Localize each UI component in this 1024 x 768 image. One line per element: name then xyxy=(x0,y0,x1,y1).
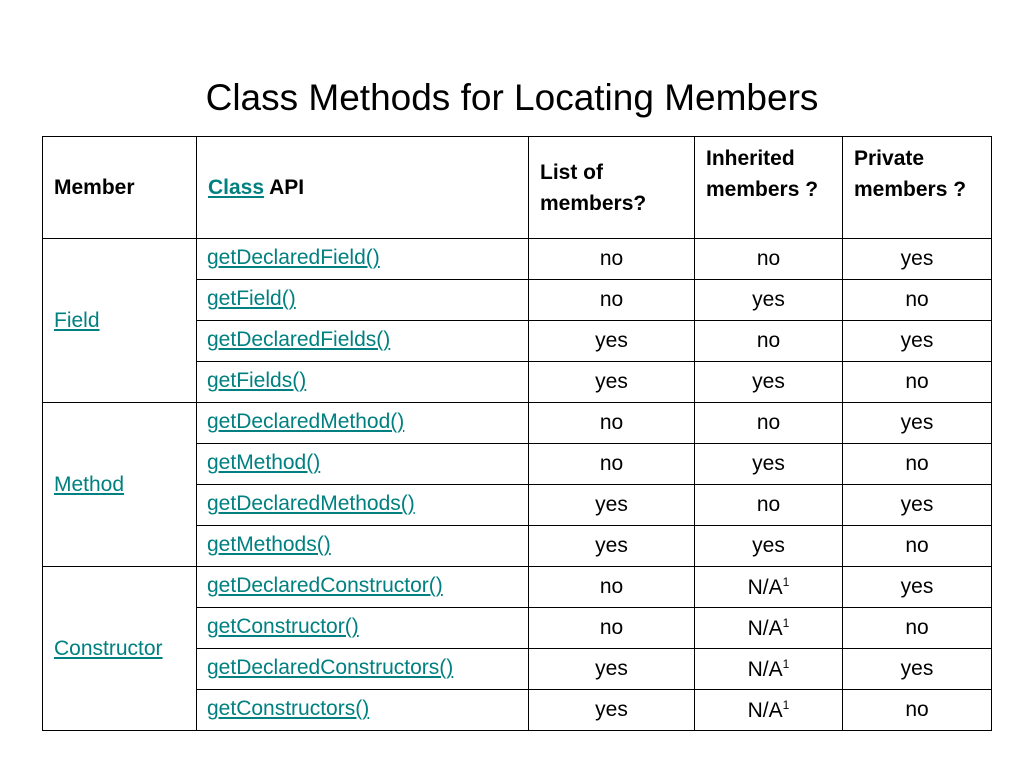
private-members-value: no xyxy=(843,280,992,321)
method-cell xyxy=(197,608,529,649)
method-link[interactable]: getDeclaredMethods() xyxy=(207,492,415,515)
method-link[interactable]: getDeclaredMethod() xyxy=(207,410,405,433)
list-of-members-value: yes xyxy=(529,321,695,362)
method-cell xyxy=(197,280,529,321)
inherited-members-value: no xyxy=(756,411,781,434)
header-row xyxy=(43,137,992,239)
list-of-members-value: no xyxy=(529,567,695,608)
footnote-marker: 1 xyxy=(782,574,790,589)
private-members-value: no xyxy=(843,444,992,485)
method-link[interactable]: getDeclaredConstructor() xyxy=(207,574,443,597)
method-cell xyxy=(197,239,529,280)
inherited-members-value: yes xyxy=(752,534,785,557)
method-link[interactable]: getConstructor() xyxy=(207,615,359,638)
inherited-members-value: N/A xyxy=(747,616,783,640)
footnote-marker: 1 xyxy=(782,615,790,630)
inherited-members-cell xyxy=(695,403,843,444)
inherited-members-cell xyxy=(695,526,843,567)
member-link[interactable]: Constructor xyxy=(54,636,163,660)
method-link[interactable]: getConstructors() xyxy=(207,697,370,720)
inherited-members-cell xyxy=(695,444,843,485)
list-of-members-value: yes xyxy=(529,485,695,526)
inherited-members-cell xyxy=(695,690,843,731)
header-class-api xyxy=(197,137,529,239)
list-of-members-value: no xyxy=(529,239,695,280)
header-private-members: Private members ? xyxy=(843,137,992,239)
method-link[interactable]: getDeclaredConstructors() xyxy=(207,656,454,679)
footnote-marker: 1 xyxy=(782,697,790,712)
table-row xyxy=(43,403,992,444)
private-members-value: no xyxy=(843,690,992,731)
header-inherited-members: Inherited members ? xyxy=(695,137,843,239)
method-link[interactable]: getMethod() xyxy=(207,451,321,474)
header-api-suffix: API xyxy=(264,176,305,199)
inherited-members-cell xyxy=(695,649,843,690)
inherited-members-value: N/A xyxy=(747,657,783,681)
inherited-members-value: yes xyxy=(752,452,785,475)
inherited-members-value: no xyxy=(756,329,781,352)
inherited-members-cell xyxy=(695,362,843,403)
private-members-value: no xyxy=(843,362,992,403)
list-of-members-value: yes xyxy=(529,649,695,690)
inherited-members-cell xyxy=(695,485,843,526)
method-cell xyxy=(197,444,529,485)
member-link[interactable]: Field xyxy=(54,308,100,332)
member-cell xyxy=(43,403,197,567)
member-link[interactable]: Method xyxy=(54,472,125,496)
private-members-value: yes xyxy=(843,321,992,362)
list-of-members-value: no xyxy=(529,444,695,485)
method-cell xyxy=(197,526,529,567)
method-cell xyxy=(197,567,529,608)
table-body xyxy=(43,239,992,731)
inherited-members-value: no xyxy=(756,493,781,516)
header-list-of-members: List of members? xyxy=(529,137,695,239)
list-of-members-value: no xyxy=(529,280,695,321)
header-member: Member xyxy=(43,137,197,239)
method-link[interactable]: getDeclaredFields() xyxy=(207,328,391,351)
private-members-value: no xyxy=(843,526,992,567)
private-members-value: yes xyxy=(843,567,992,608)
method-cell xyxy=(197,649,529,690)
page-title: Class Methods for Locating Members xyxy=(205,77,819,118)
method-link[interactable]: getDeclaredField() xyxy=(207,246,380,269)
list-of-members-value: no xyxy=(529,403,695,444)
method-cell xyxy=(197,690,529,731)
class-link[interactable]: Class xyxy=(208,176,265,199)
list-of-members-value: no xyxy=(529,608,695,649)
method-cell xyxy=(197,321,529,362)
private-members-value: no xyxy=(843,608,992,649)
member-cell xyxy=(43,239,197,403)
method-cell xyxy=(197,485,529,526)
member-cell xyxy=(43,567,197,731)
inherited-members-cell xyxy=(695,280,843,321)
table-row xyxy=(43,567,992,608)
list-of-members-value: yes xyxy=(529,690,695,731)
private-members-value: yes xyxy=(843,403,992,444)
private-members-value: yes xyxy=(843,485,992,526)
list-of-members-value: yes xyxy=(529,526,695,567)
method-link[interactable]: getField() xyxy=(207,287,296,310)
inherited-members-value: no xyxy=(756,247,781,270)
inherited-members-cell xyxy=(695,608,843,649)
private-members-value: yes xyxy=(843,239,992,280)
inherited-members-value: N/A xyxy=(747,575,783,599)
method-cell xyxy=(197,362,529,403)
inherited-members-value: N/A xyxy=(747,698,783,722)
inherited-members-cell xyxy=(695,239,843,280)
footnote-marker: 1 xyxy=(782,656,790,671)
table-row xyxy=(43,239,992,280)
inherited-members-cell xyxy=(695,321,843,362)
inherited-members-value: yes xyxy=(752,370,785,393)
inherited-members-value: yes xyxy=(752,288,785,311)
list-of-members-value: yes xyxy=(529,362,695,403)
members-table xyxy=(42,136,992,731)
inherited-members-cell xyxy=(695,567,843,608)
method-link[interactable]: getMethods() xyxy=(207,533,331,556)
method-link[interactable]: getFields() xyxy=(207,369,307,392)
private-members-value: yes xyxy=(843,649,992,690)
method-cell xyxy=(197,403,529,444)
